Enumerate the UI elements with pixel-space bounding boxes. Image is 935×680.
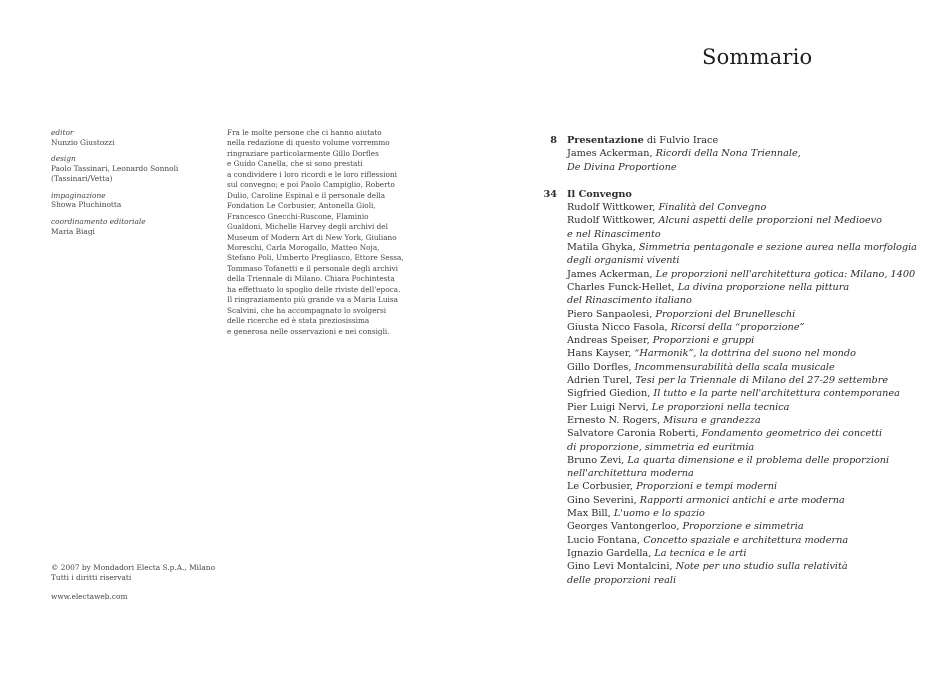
toc-entry-title: Proporzione e simmetria — [682, 521, 804, 533]
acknowledgement-line: Francesco Gnecchi-Ruscone, Flaminio — [227, 211, 369, 221]
toc-entry-author: Hans Kayser, — [567, 348, 635, 360]
toc-entry-author: Andreas Speiser, — [567, 335, 653, 347]
toc-page-number: 8 — [550, 135, 557, 146]
website-link[interactable]: www.electaweb.com — [51, 592, 128, 601]
toc-entry-title: Ricordi della Nona Triennale, — [655, 148, 801, 160]
toc-entry — [0, 321, 917, 334]
toc-entry-author: Georges Vantongerloo, — [567, 521, 683, 533]
toc-entry-title: Incommensurabilità della scala musicale — [634, 361, 835, 373]
toc-entry-title-continued: nell'architettura moderna — [567, 468, 694, 480]
design-label: design — [51, 154, 76, 164]
toc-entry-title: Proporzioni e tempi moderni — [636, 481, 778, 493]
toc-entry-author: Piero Sanpaolesi, — [567, 308, 656, 320]
acknowledgement-line: ha effettuato lo spoglio delle riviste dell'epoca. — [227, 284, 401, 294]
toc-entry-title: Fondamento geometrico dei concetti — [701, 428, 883, 440]
acknowledgement-line: sul convegno; e poi Paolo Campiglio, Roberto — [227, 180, 395, 190]
toc-section-heading: Presentazione — [567, 135, 644, 146]
toc-section-author: di Fulvio Irace — [643, 135, 719, 146]
toc-entry — [0, 387, 917, 400]
toc-entry-author: James Ackerman, — [567, 268, 656, 280]
toc-entry — [0, 347, 917, 360]
design-name: Paolo Tassinari, Leonardo Sonnoli — [51, 164, 179, 174]
layout-label: impaginazione — [51, 190, 106, 200]
toc-entry-author: Rudolf Wittkower, — [567, 202, 659, 214]
acknowledgement-line: Scalvini, che ha accompagnato lo svolgersi — [227, 305, 387, 315]
toc-section-heading: Il Convegno — [567, 188, 632, 200]
acknowledgement-line: Museum of Modern Art di New York, Giuliano — [227, 232, 397, 242]
acknowledgement-line: Moreschi, Carla Morogallo, Matteo Noja, — [227, 242, 380, 252]
acknowledgement-line: delle ricerche ed è stata preziosissima — [227, 316, 370, 326]
toc-entry — [0, 281, 917, 308]
toc-entry — [0, 454, 917, 481]
toc-entry-title: Concetto spaziale e architettura moderna — [643, 534, 849, 546]
toc-entry-author: Giusta Nicco Fasola, — [567, 321, 671, 333]
toc-entry-title-continued: del Rinascimento italiano — [567, 295, 692, 307]
toc-entry — [0, 414, 917, 427]
toc-entry — [0, 494, 917, 507]
toc-entry-title: Misura e grandezza — [663, 414, 761, 426]
toc-entry-author: Ignazio Gardella, — [567, 547, 655, 559]
toc-entry-title: La divina proporzione nella pittura — [677, 281, 850, 293]
toc-entry — [0, 334, 917, 347]
toc-entry — [0, 480, 917, 493]
design-name: (Tassinari/Vetta) — [51, 174, 113, 184]
acknowledgement-line: e generosa nelle osservazioni e nei consigli. — [227, 326, 390, 336]
acknowledgement-line: Tommaso Tofanetti e il personale degli archivi — [227, 263, 398, 273]
toc-section-presentazione — [0, 134, 917, 147]
toc-entry — [0, 520, 917, 533]
toc-entry-title: Tesi per la Triennale di Milano del 27-29 settembre — [635, 375, 889, 387]
toc-entry-author: Gillo Dorfles, — [567, 361, 635, 373]
toc-entry-author: Matila Ghyka, — [567, 242, 639, 254]
acknowledgement-line: Il ringraziamento più grande va a Maria Luisa — [227, 295, 398, 305]
toc-entry-title-continued: delle proporzioni reali — [567, 574, 677, 586]
rights-line: Tutti i diritti riservati — [51, 573, 132, 582]
toc-entry-title-continued: di proporzione, simmetria ed euritmia — [567, 441, 755, 453]
toc-entry-title: Ricorsi della “proporzione” — [670, 321, 805, 333]
toc-entry-title: “Harmonik”, la dottrina del suono nel mondo — [634, 348, 856, 360]
layout-name: Showa Pluchinotta — [51, 200, 122, 210]
toc-entry — [0, 241, 917, 268]
editor-label: editor — [51, 128, 74, 137]
toc-entry-author: Bruno Zevi, — [567, 454, 628, 466]
toc-entry-title: Il tutto e la parte nell'architettura contemporanea — [653, 388, 900, 400]
toc-entry-author: Sigfried Giedion, — [567, 388, 654, 400]
acknowledgement-line: Stefano Poli, Umberto Pregliasco, Ettore Sessa, — [227, 253, 404, 263]
toc-entry — [0, 534, 917, 547]
toc-entry-title-continued: e nel Rinascimento — [567, 228, 661, 240]
toc-entry-title: Note per uno studio sulla relatività — [675, 561, 848, 573]
toc-entry — [0, 147, 917, 174]
toc-entry-author: Lucio Fontana, — [567, 534, 644, 546]
toc-entry-title: L'uomo e lo spazio — [613, 508, 705, 520]
toc-entry — [0, 374, 917, 387]
table-of-contents — [0, 134, 917, 587]
toc-entry-author: Salvatore Caronia Roberti, — [567, 428, 702, 440]
toc-entry — [0, 361, 917, 374]
copyright-line: © 2007 by Mondadori Electa S.p.A., Milano — [51, 563, 216, 572]
acknowledgement-line: a condividere i loro ricordi e le loro riflessioni — [227, 169, 397, 179]
acknowledgement-line: Fondation Le Corbusier, Antonella Gioli, — [227, 201, 376, 211]
toc-entry — [0, 547, 917, 560]
toc-entry — [0, 211, 917, 241]
toc-entry-title: Finalità del Convegno — [658, 202, 767, 214]
toc-entry — [0, 560, 917, 587]
toc-entry-author: Le Corbusier, — [567, 481, 637, 493]
toc-entry-author: Adrien Turel, — [567, 375, 636, 387]
toc-entry-author: Gino Levi Montalcini, — [567, 561, 676, 573]
toc-entry-author: Ernesto N. Rogers, — [567, 414, 664, 426]
toc-entry — [0, 401, 917, 414]
toc-entry — [0, 305, 917, 321]
acknowledgement-line: Dulio, Caroline Espinal e il personale della — [227, 190, 386, 200]
coordination-label: coordinamento editoriale — [51, 216, 146, 226]
toc-entry-title: Simmetria pentagonale e sezione aurea nella morfologia — [638, 242, 917, 254]
acknowledgement-line: nella redazione di questo volume vorremmo — [227, 138, 390, 148]
toc-entry — [0, 427, 917, 454]
toc-entry-title: La tecnica e le arti — [654, 547, 747, 559]
coordination-name: Maria Biagi — [51, 226, 95, 236]
acknowledgement-line: ringraziare particolarmente Gillo Dorfles — [227, 148, 379, 158]
toc-page-number: 34 — [543, 188, 557, 200]
acknowledgement-line: della Triennale di Milano. Chiara Pochintesta — [227, 274, 395, 284]
toc-entry — [0, 201, 917, 214]
toc-entry-title: Proporzioni e gruppi — [652, 335, 755, 347]
toc-entry-author: Pier Luigi Nervi, — [567, 401, 652, 413]
toc-entry-title-continued: De Divina Proportione — [567, 161, 677, 173]
toc-entry-author: Max Bill, — [567, 508, 614, 520]
acknowledgement-line: Gualdoni, Michelle Harvey degli archivi del — [227, 222, 388, 232]
toc-entry-author: James Ackerman, — [567, 148, 656, 160]
toc-entry-title: Rapporti armonici antichi e arte moderna — [639, 494, 845, 506]
toc-entry-title: Alcuni aspetti delle proporzioni nel Medioevo — [658, 215, 882, 227]
toc-entry-title: Proporzioni del Brunelleschi — [655, 308, 796, 320]
toc-entry-title: La quarta dimensione e il problema delle proporzioni — [627, 454, 890, 466]
toc-entry-author: Gino Severini, — [567, 494, 640, 506]
toc-entry-title: Le proporzioni nell'architettura gotica: Milano, 1400 — [655, 268, 916, 280]
toc-entry-author: Charles Funck-Hellet, — [567, 281, 678, 293]
toc-entry-title: Le proporzioni nella tecnica — [651, 401, 790, 413]
toc-section-convegno — [0, 188, 917, 201]
toc-entry — [0, 268, 917, 281]
toc-entry-author: Rudolf Wittkower, — [567, 215, 659, 227]
editor-name: Nunzio Giustozzi — [51, 137, 115, 147]
toc-entry-title-continued: degli organismi viventi — [567, 255, 680, 267]
page-title: Sommario — [702, 45, 813, 69]
acknowledgement-line: Fra le molte persone che ci hanno aiutato — [227, 128, 382, 137]
acknowledgement-line: e Guido Canella, che si sono prestati — [227, 159, 363, 169]
toc-entry — [0, 507, 917, 520]
